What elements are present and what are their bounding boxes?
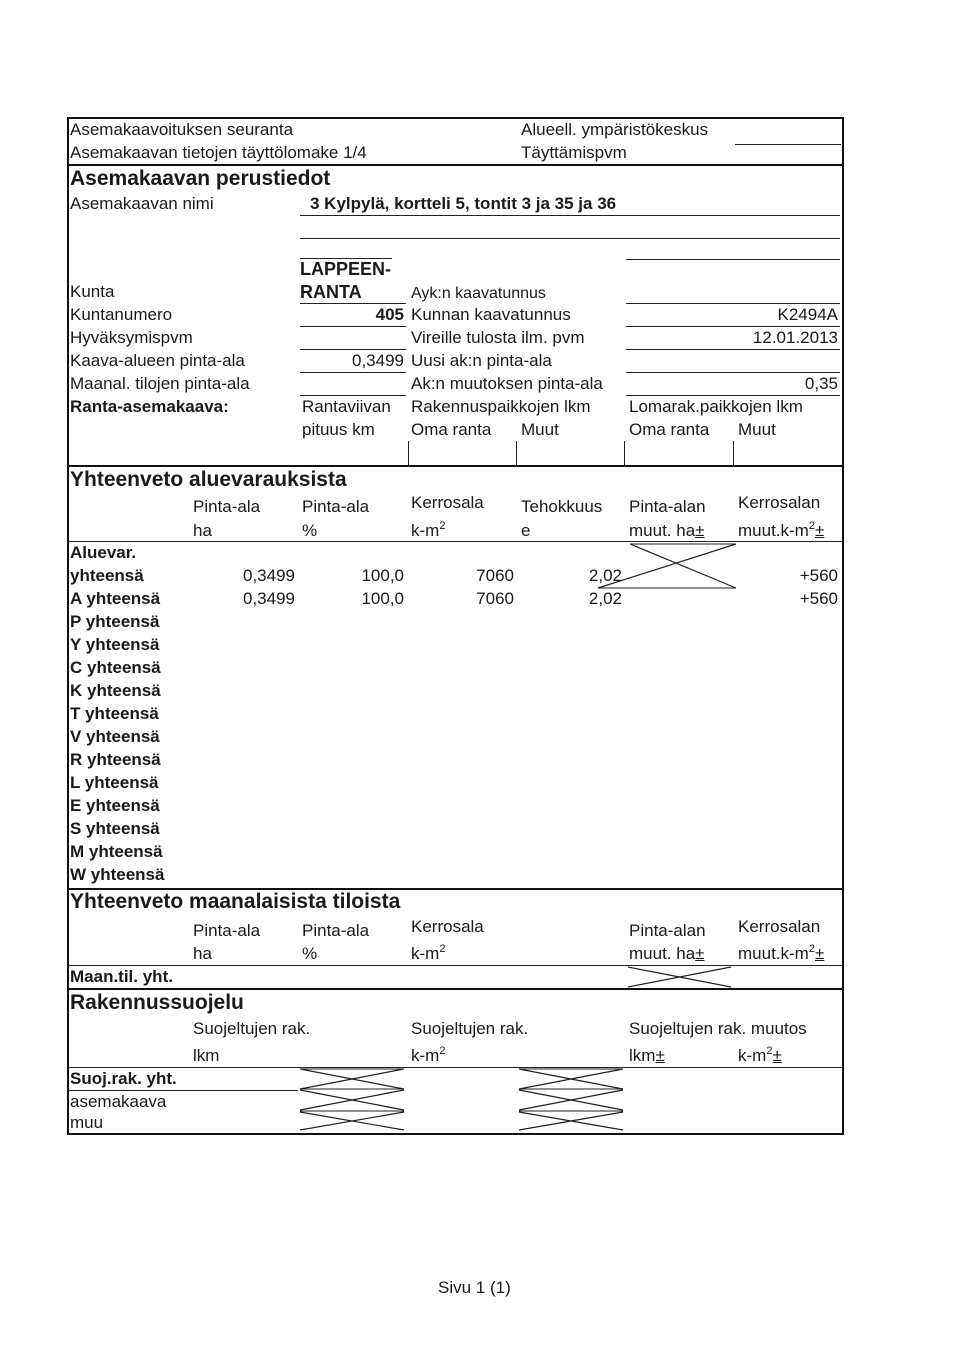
aluevar-row-label: C yhteensä [70,658,161,677]
m-col-kmuut-2: $muut.k-m^2\pm$ [738,943,825,963]
s-col-3-2: lkm± [629,1046,665,1065]
lomarak-label: Lomarak.paikkojen lkm [629,397,803,416]
sup-2: 2 [439,1045,446,1057]
maanal-line [300,395,406,396]
ayk-line-top [626,259,840,260]
col-pmuut-2: muut. ha± [629,521,705,540]
kuntanumero-label: Kuntanumero [70,305,173,324]
ranta-tick-1 [408,441,409,465]
col-kmuut-2: $muut.k-m^2\pm$ [738,520,825,540]
oma-ranta: Oma ranta [411,420,492,439]
s-col-3-3: $k-m^2\pm$ [738,1045,782,1065]
rakpaikat-label: Rakennuspaikkojen lkm [411,397,591,416]
muutos-line [626,395,840,396]
rantaviiva-2: pituus km [302,420,375,439]
nimi-line [300,215,840,216]
ranta-label: Ranta-asemakaava: [70,397,229,416]
kunta-line [300,303,406,304]
ayk-label: Ayk:n kaavatunnus [411,285,546,302]
col-teho-2: e [521,521,531,540]
ranta-tick-3 [624,441,625,465]
aluevar-row-label: P yhteensä [70,612,160,631]
aluevar-row-label: M yhteensä [70,842,163,861]
rantaviiva-1: Rantaviivan [302,397,391,416]
aluevar-cell-ha: 0,3499 [243,566,295,585]
header-lomake: Asemakaavan tietojen täyttölomake 1/4 [70,143,367,162]
m-col-pmuut-2: muut. ha± [629,944,705,963]
aluevar-cell-kmuut: +560 [799,589,838,608]
aluevar-cell-pct: 100,0 [361,589,404,608]
kunnan-value: K2494A [777,305,838,324]
asemakaava-label: asemakaava [70,1092,167,1111]
maanalaiset-title: Yhteenveto maanalaisista tiloista [70,890,401,913]
m-col-pinta-ha-2: ha [193,944,212,963]
vireille-value: 12.01.2013 [752,328,838,347]
aluevar-cell-pct: 100,0 [361,566,404,585]
aluevar-cell-kerros: 7060 [476,566,514,585]
aluevaraukset-divider [68,465,842,467]
aluevar-row-label: L yhteensä [70,773,159,792]
uusi-line [626,372,840,373]
sup-2: 2 [808,943,815,955]
muu-label: muu [70,1113,104,1132]
aluevar-row-label: A yhteensä [70,589,161,608]
kunta-value-2: RANTA [300,282,362,302]
sup-2: 2 [808,520,815,532]
ely-line [735,144,841,145]
m-col-kerros-2: $k-m^2$ [411,943,446,963]
oma-ranta-2: Oma ranta [629,420,710,439]
s-col-1-2: lkm [193,1046,220,1065]
header-ely: Alueell. ympäristökeskus [521,120,709,139]
maantil-label: Maan.til. yht. [70,967,173,986]
col-kerros-2: $k-m^2$ [411,520,446,540]
suojelu-title: Rakennussuojelu [70,991,244,1014]
aluevaraukset-title: Yhteenveto aluevarauksista [70,468,347,491]
suojelu-divider [68,988,842,990]
ayk-line [626,303,840,304]
sup-2: 2 [766,1045,773,1057]
m-col-kerros-1: Kerrosala [411,917,484,936]
s-col-1-1: Suojeltujen rak. [193,1019,311,1038]
hyvaksymis-label: Hyväksymispvm [70,328,193,347]
muutos-value: 0,35 [804,374,838,393]
kaava-ala-value: 0,3499 [352,351,404,370]
col-pinta-ha-2: ha [193,521,212,540]
kunta-label: Kunta [70,282,115,301]
vireille-label: Vireille tulosta ilm. pvm [411,328,585,347]
kunnan-line [626,326,840,327]
col-pmuut-1: Pinta-alan [629,497,706,516]
ranta-tick-2 [516,441,517,465]
aluevar-row-label: W yhteensä [70,865,165,884]
s-col-3-1: Suojeltujen rak. muutos [629,1019,807,1038]
page-number: Sivu 1 (1) [438,1278,511,1297]
col-pinta-pct-1: Pinta-ala [302,497,370,516]
pm-sign: ± [814,521,825,540]
aluevar-row-label: R yhteensä [70,750,161,769]
s-col-2-2: $k-m^2$ [411,1045,446,1065]
m-col-pinta-ha-1: Pinta-ala [193,921,261,940]
s-row-rule-1 [68,1090,298,1091]
nimi-line-2 [300,238,840,239]
perustiedot-title: Asemakaavan perustiedot [70,167,331,190]
hyvaksymis-line [300,349,406,350]
m-col-pinta-pct-2: % [302,944,318,963]
aluevar-row-label: E yhteensä [70,796,160,815]
muut-2: Muut [738,420,776,439]
aluevar-cell-teho: 2,02 [588,566,622,585]
cross-mark-maanal [626,966,736,988]
cross-mark-suojelu-1 [298,1068,408,1132]
aluevar-label: Aluevar. [70,543,137,562]
kaava-ala-line [300,372,406,373]
pm-sign: ± [695,521,705,540]
aluevar-cell-teho: 2,02 [588,589,622,608]
header-rule [68,541,842,542]
m-col-pmuut-1: Pinta-alan [629,921,706,940]
muut: Muut [521,420,559,439]
kunta-over-line [300,258,392,259]
cross-mark-suojelu-2 [517,1068,627,1132]
muutos-label: Ak:n muutoksen pinta-ala [411,374,603,393]
aluevar-row-label: T yhteensä [70,704,159,723]
suoj-yht-label: Suoj.rak. yht. [70,1069,177,1088]
aluevar-row-label: yhteensä [70,566,144,585]
s-col-2-1: Suojeltujen rak. [411,1019,529,1038]
aluevar-row-label: S yhteensä [70,819,160,838]
col-teho-1: Tehokkuus [521,497,603,516]
kunnan-label: Kunnan kaavatunnus [411,305,571,324]
header-tayttamispvm: Täyttämispvm [521,143,627,162]
s-header-rule [68,1067,842,1068]
ranta-tick-4 [733,441,734,465]
kuntanumero-line [300,326,406,327]
pm-sign: ± [695,944,705,963]
col-pinta-ha-1: Pinta-ala [193,497,261,516]
sup-2: 2 [439,520,446,532]
aluevar-row-label: Y yhteensä [70,635,160,654]
aluevar-row-label: K yhteensä [70,681,161,700]
vireille-line [626,349,840,350]
pm-sign: ± [772,1046,782,1065]
col-kerros-1: Kerrosala [411,493,484,512]
col-pinta-pct-2: % [302,521,318,540]
kaava-ala-label: Kaava-alueen pinta-ala [70,351,245,370]
uusi-label: Uusi ak:n pinta-ala [411,351,552,370]
header-seuranta: Asemakaavoituksen seuranta [70,120,294,139]
m-col-kmuut-1: Kerrosalan [738,917,821,936]
m-col-pinta-pct-1: Pinta-ala [302,921,370,940]
aluevar-cell-ha: 0,3499 [243,589,295,608]
sup-2: 2 [439,943,446,955]
header-divider [68,164,842,166]
maanal-label: Maanal. tilojen pinta-ala [70,374,250,393]
pm-sign: ± [814,944,825,963]
nimi-label: Asemakaavan nimi [70,194,214,213]
kunta-value-1: LAPPEEN- [300,259,392,279]
kuntanumero-value: 405 [375,305,404,324]
aluevar-row-label: V yhteensä [70,727,160,746]
aluevar-cell-kmuut: +560 [799,566,838,585]
aluevar-cell-kerros: 7060 [476,589,514,608]
pm-sign: ± [655,1046,665,1065]
nimi-value: 3 Kylpylä, kortteli 5, tontit 3 ja 35 ja 36 [310,194,617,213]
col-kmuut-1: Kerrosalan [738,493,821,512]
